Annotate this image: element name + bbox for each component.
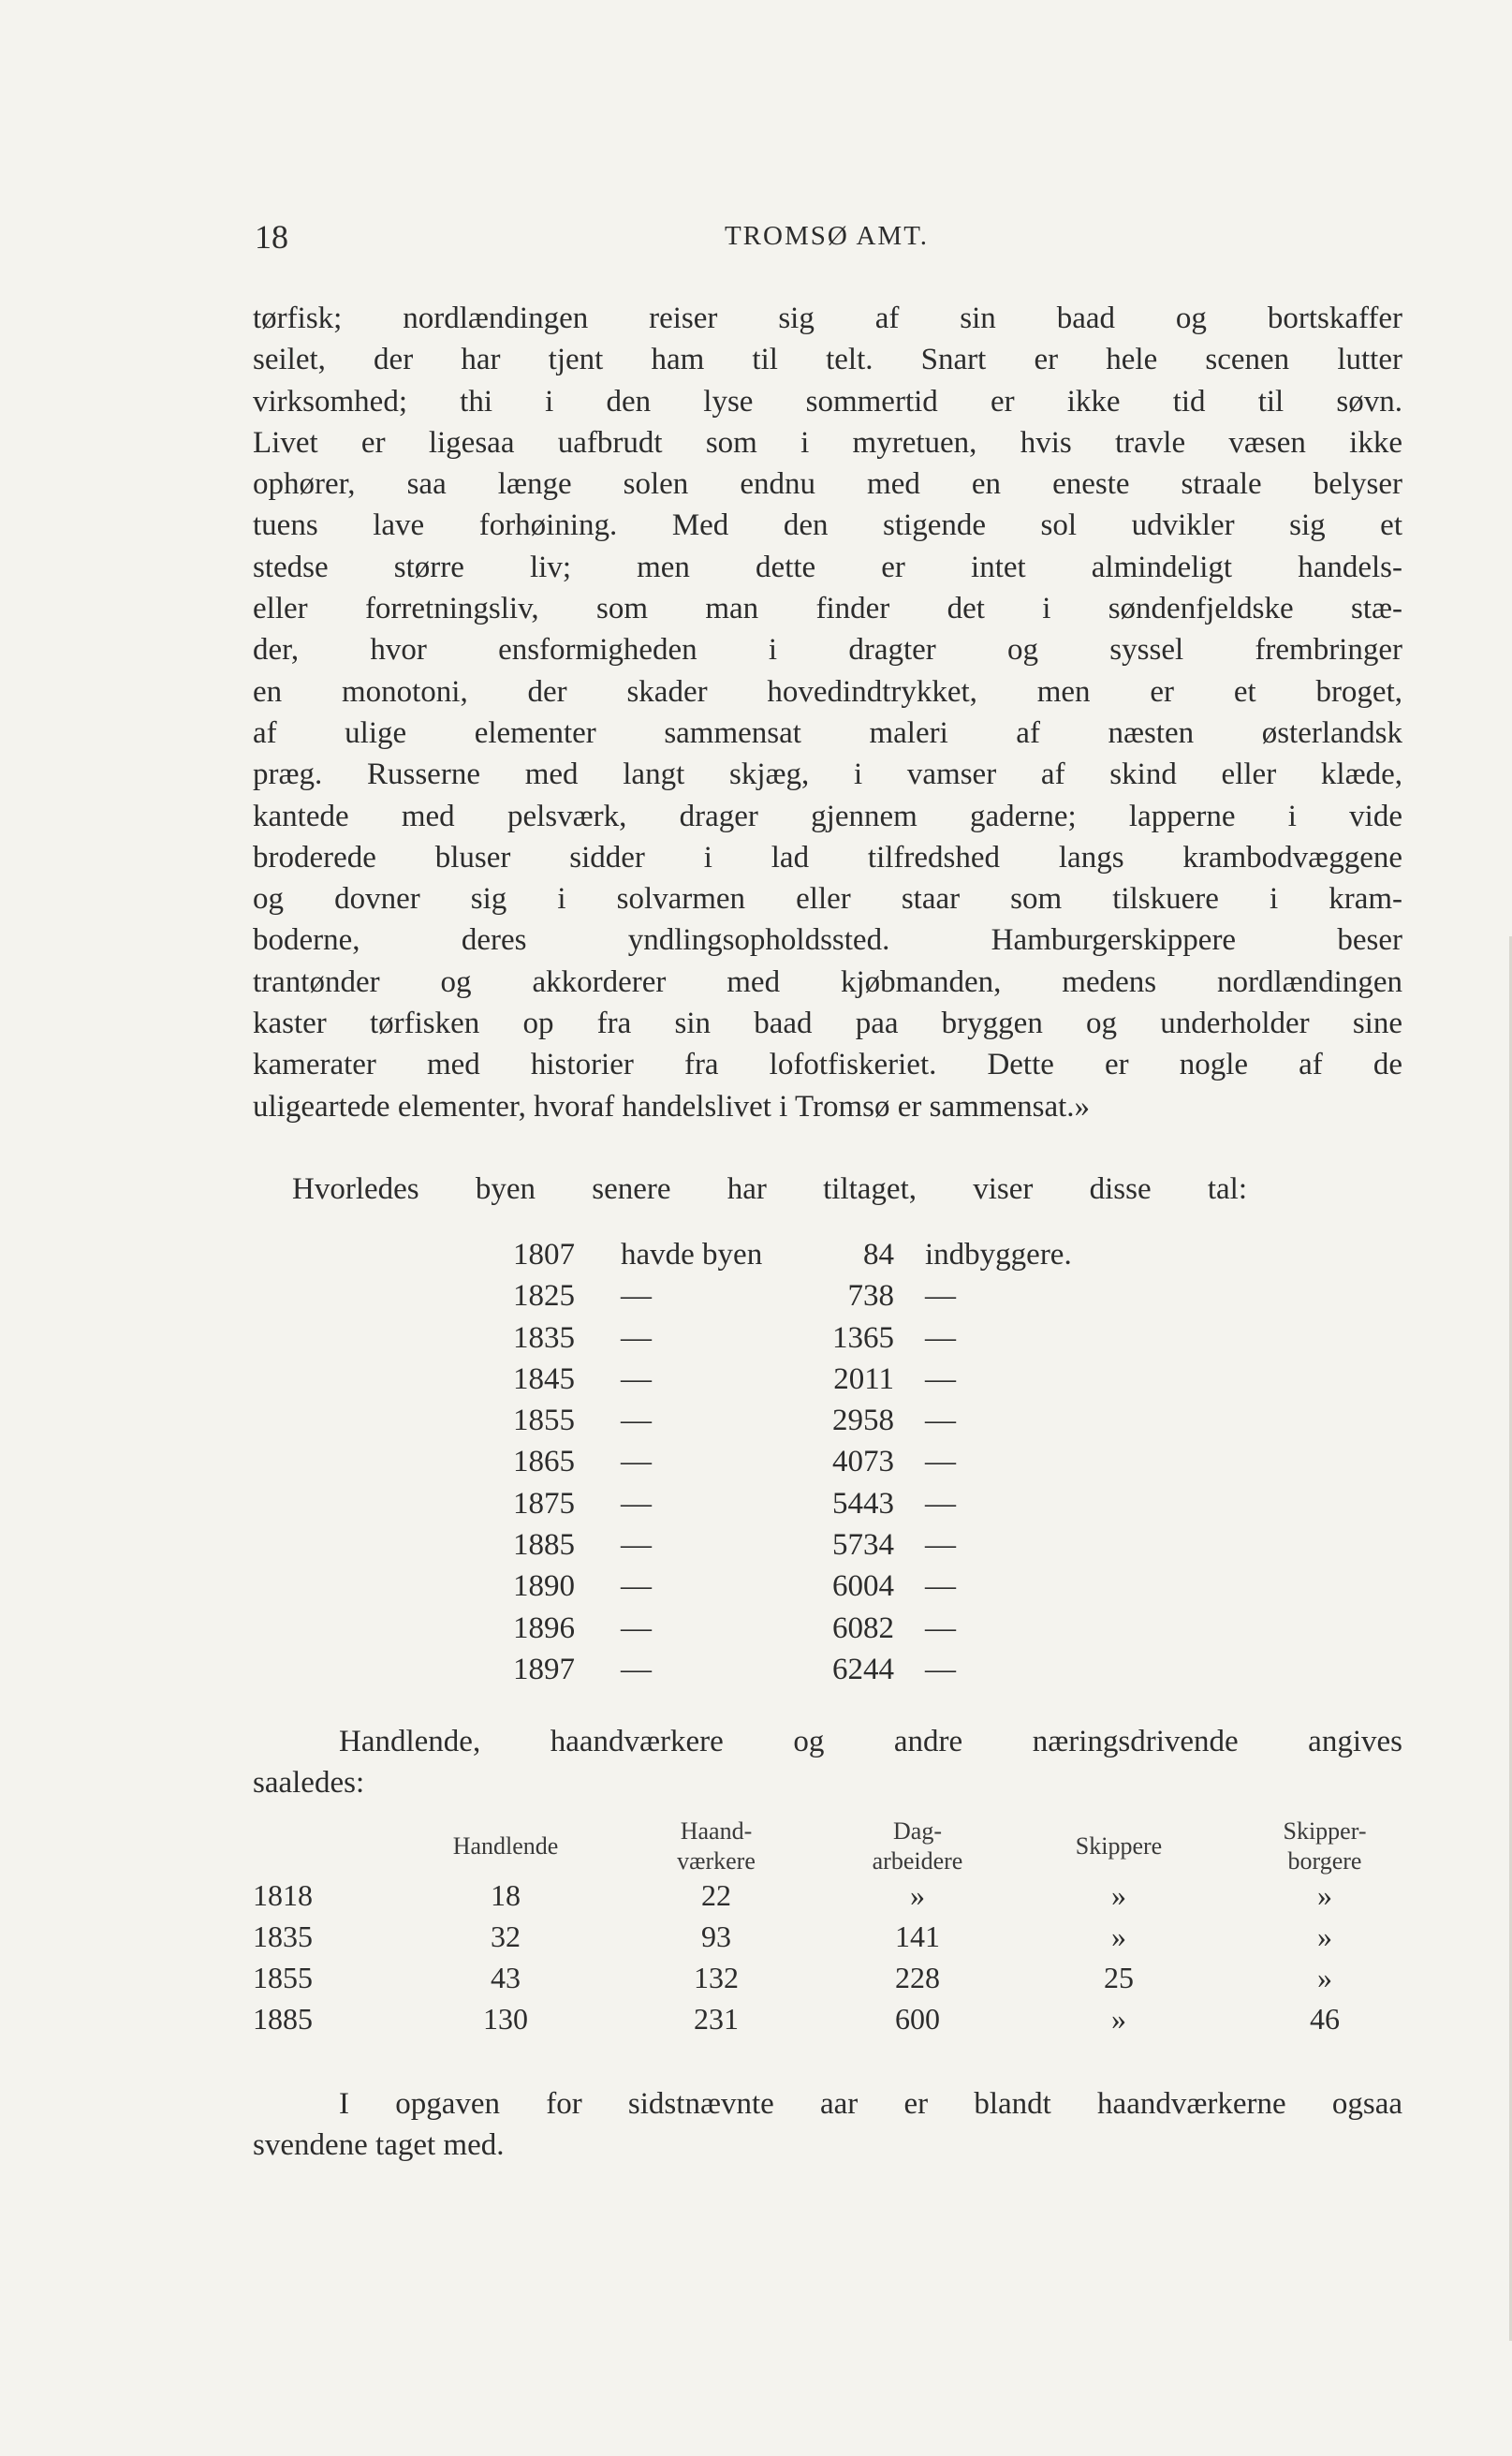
cell-skippere: » [1111,1919,1126,1953]
population-mid: havde byen [621,1238,763,1272]
footnote-line: I opgaven for sidstnævnte aar er blandt haandværkerne ogsaa [339,2087,1402,2121]
cell-skippere: » [1111,1878,1126,1912]
cell-haandvaerkere: 22 [701,1878,731,1912]
trade-intro-line: saaledes: [253,1766,365,1800]
population-mid: — [621,1361,652,1396]
population-mid: — [621,1610,652,1645]
cell-skippere: » [1111,2002,1126,2036]
cell-handlende: 130 [483,2002,528,2036]
population-year: 1825 [513,1279,575,1314]
text-line: en monotoni, der skader hovedindtrykket, men er et broget, [253,674,1402,709]
text-line: stedse større liv; men dette er intet almindeligt handels- [253,550,1402,584]
population-year: 1896 [513,1610,575,1645]
header-skipperborgere: Skipper- borgere [1283,1817,1367,1875]
text-line: kamerater med historier fra lofotfiskeriet. Dette er nogle af de [253,1048,1402,1082]
population-year: 1875 [513,1486,575,1521]
cell-year: 1835 [253,1919,313,1953]
text-line: ophører, saa længe solen endnu med en eneste straale belyser [253,467,1402,502]
footnote-line: svendene taget med. [253,2128,505,2163]
text-line: virksomhed; thi i den lyse sommertid er ikke tid til søvn. [253,384,1402,419]
population-mid: — [621,1404,652,1438]
population-tail: — [925,1610,956,1645]
population-count: 1365 [832,1320,894,1355]
population-tail: — [925,1361,956,1396]
population-count: 2958 [832,1404,894,1438]
text-line: kantede med pelsværk, drager gjennem gaderne; lapperne i vide [253,799,1402,833]
header-skippere: Skippere [1075,1832,1163,1860]
text-line: og dovner sig i solvarmen eller staar som tilskuere i kram- [253,882,1402,917]
population-tail: — [925,1404,956,1438]
running-head: TROMSØ AMT. [724,221,930,251]
text-line: broderede bluser sidder i lad tilfredshed langs krambodvæggene [253,840,1402,875]
cell-dagarbeidere: 600 [895,2002,940,2036]
text-line: eller forretningsliv, som man finder det i søndenfjeldske stæ- [253,592,1402,626]
population-tail: — [925,1652,956,1686]
population-year: 1855 [513,1404,575,1438]
population-count: 84 [863,1238,894,1272]
cell-handlende: 32 [491,1919,521,1953]
population-count: 738 [847,1279,894,1314]
population-count: 2011 [833,1361,894,1396]
population-tail: — [925,1486,956,1521]
trade-intro [253,1721,1402,1803]
text-line: kaster tørfisken op fra sin baad paa bryggen og underholder sine [253,1007,1402,1041]
population-mid: — [621,1445,652,1479]
trade-intro-line: Handlende, haandværkere og andre næringsdrivende angives [339,1725,1402,1758]
cell-handlende: 18 [491,1878,521,1912]
header-dagarbeidere: Dag- arbeidere [872,1817,963,1875]
header-haandvaerkere: Haand- værkere [677,1817,756,1875]
text-line: boderne, deres yndlingsopholdssted. Hamburgerskippere beser [253,923,1402,958]
population-mid: — [621,1279,652,1314]
text-line: trantønder og akkorderer med kjøbmanden, medens nordlændingen [253,964,1402,999]
population-year: 1885 [513,1528,575,1563]
table-row [253,2002,1406,2043]
population-intro: Hvorledes byen senere har tiltaget, viser disse tal: [292,1172,1247,1206]
table-row [253,1878,1406,1919]
cell-skippere: 25 [1104,1961,1134,1994]
text-line: seilet, der har tjent ham til telt. Snart er hele scenen lutter [253,343,1402,377]
population-tail: — [925,1569,956,1604]
population-year: 1890 [513,1569,575,1604]
cell-haandvaerkere: 132 [694,1961,739,1994]
population-tail: — [925,1445,956,1479]
population-mid: — [621,1486,652,1521]
text-line: præg. Russerne med langt skjæg, i vamser af skind eller klæde, [253,757,1402,792]
population-mid: — [621,1320,652,1355]
text-line: tørfisk; nordlændingen reiser sig af sin baad og bortskaffer [253,301,1402,335]
cell-handlende: 43 [491,1961,521,1994]
occupation-table [253,1816,1406,2043]
population-tail: — [925,1279,956,1314]
cell-year: 1885 [253,2002,313,2036]
population-tail: — [925,1320,956,1355]
text-line: der, hvor ensformigheden i dragter og syssel frembringer [253,633,1402,668]
population-year: 1865 [513,1445,575,1479]
header-handlende: Handlende [452,1832,559,1860]
text-line: af ulige elementer sammensat maleri af næsten østerlandsk [253,715,1402,750]
population-year: 1845 [513,1361,575,1396]
page-number: 18 [255,218,288,256]
population-mid: — [621,1569,652,1604]
population-mid: — [621,1528,652,1563]
population-count: 5443 [832,1486,894,1521]
population-year: 1835 [513,1320,575,1355]
cell-skipperborgere: » [1317,1878,1332,1912]
cell-dagarbeidere: 141 [895,1919,940,1953]
cell-year: 1818 [253,1878,313,1912]
cell-year: 1855 [253,1961,313,1994]
text-line: uligeartede elementer, hvoraf handelslivet i Tromsø er sammensat.» [253,1089,1091,1124]
population-tail: — [925,1528,956,1563]
body-paragraph [253,298,1402,1127]
population-count: 6244 [832,1652,894,1686]
cell-skipperborgere: » [1317,1961,1332,1994]
occupation-table-header [253,1816,1406,1878]
cell-haandvaerkere: 93 [701,1919,731,1953]
footnote-paragraph [253,2083,1402,2167]
table-row [253,1961,1406,2002]
cell-skipperborgere: » [1317,1919,1332,1953]
text-line: tuens lave forhøining. Med den stigende sol udvikler sig et [253,508,1402,543]
population-tail: indbyggere. [925,1238,1072,1272]
population-year: 1807 [513,1238,575,1272]
page-header [255,217,1399,255]
population-count: 5734 [832,1528,894,1563]
cell-skipperborgere: 46 [1310,2002,1340,2036]
text-line: Livet er ligesaa uafbrudt som i myretuen, hvis travle væsen ikke [253,425,1402,460]
population-year: 1897 [513,1652,575,1686]
cell-dagarbeidere: 228 [895,1961,940,1994]
population-count: 6004 [832,1569,894,1604]
population-mid: — [621,1652,652,1686]
table-row [253,1919,1406,1961]
cell-haandvaerkere: 231 [694,2002,739,2036]
population-count: 4073 [832,1445,894,1479]
population-count: 6082 [832,1610,894,1645]
cell-dagarbeidere: » [910,1878,925,1912]
